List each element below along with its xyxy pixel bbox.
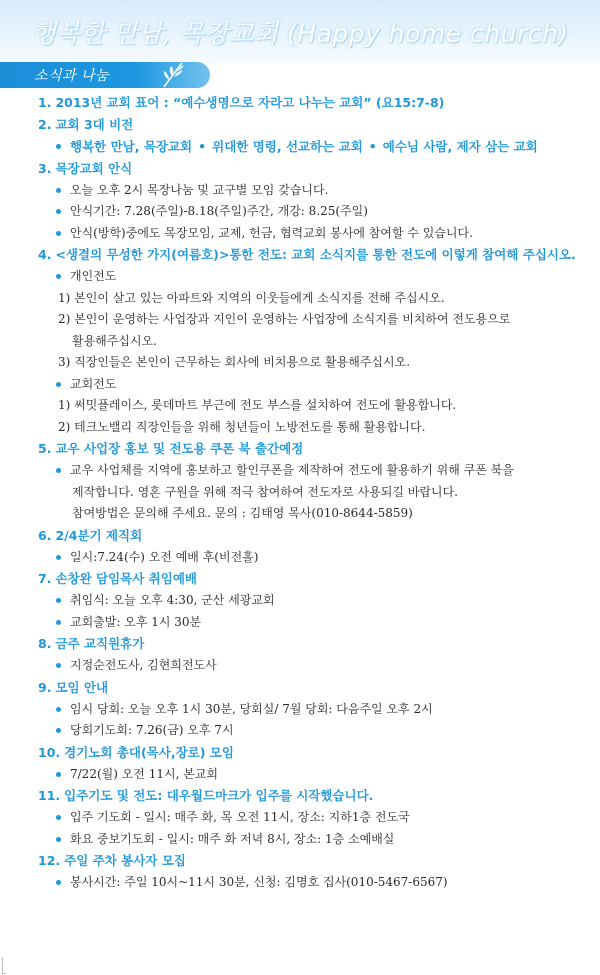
bullet-dot-icon [56,815,61,820]
bullet-dot-icon [56,144,61,149]
vision-item: 위대한 명령, 선교하는 교회 [212,139,363,154]
bullet-separator-icon: • [198,139,207,154]
list-item [0,266,600,288]
bullet-dot-icon [56,880,61,885]
bullet-dot-icon [56,188,61,193]
list-item [0,807,600,829]
list-item-text: 1) 본인이 살고 있는 아파트와 지역의 이웃들에게 소식지를 전해 주십시오. [58,290,445,305]
section-number: 9. [38,679,52,695]
vision-list [0,136,600,158]
section-heading [0,677,600,699]
news-section [0,244,600,438]
list-item-text: 안식기간: 7.28(주일)-8.18(주일)주간, 개강: 8.25(주일) [70,204,368,218]
section-heading [0,568,600,590]
section-heading [0,633,600,655]
list-item-text: 개인전도 [70,269,117,283]
list-item [0,309,600,331]
page-corner-mark [2,957,6,974]
news-section [0,92,600,114]
list-item [0,482,600,504]
bullet-dot-icon [56,837,61,842]
section-heading [0,158,600,180]
section-tab-label: 소식과 나눔 [34,68,110,84]
list-item [0,547,600,569]
section-title: 금주 교직원휴가 [55,636,145,651]
bullet-dot-icon [56,555,61,560]
bullet-dot-icon [56,598,61,603]
bullet-dot-icon [56,209,61,214]
section-title: 2/4분기 제직회 [55,527,143,543]
bullet-dot-icon [56,663,61,668]
section-title: 입주기도 및 전도: 대우월드마크가 입주를 시작했습니다. [64,788,374,803]
list-item [0,720,600,742]
list-item-text: 일시:7.24(수) 오전 예배 후(비전홀) [70,549,259,564]
list-item-text: 교회출발: 오후 1시 30분 [70,614,202,629]
news-section [0,785,600,850]
section-title: <생결의 무성한 가지(여름호)>통한 전도: 교회 소식지를 통한 전도에 이렇게 참여해 주십시오. [55,247,576,262]
section-heading [0,244,600,266]
list-item [0,331,600,353]
list-item-text: 취임식: 오늘 오후 4:30, 군산 세광교회 [70,593,275,607]
list-item [0,201,600,223]
list-item [0,764,600,786]
news-section [0,438,600,525]
section-number: 2. [38,117,52,132]
news-section [0,850,600,894]
bullet-dot-icon [56,620,61,625]
section-number: 11. [38,788,61,803]
list-item-text: 입주 기도회 - 일시: 매주 화, 목 오전 11시, 장소: 지하1층 전도국 [70,810,410,824]
vision-item: 예수님 사람, 제자 삼는 교회 [382,139,538,154]
section-heading [0,438,600,460]
section-number: 7. [38,571,52,586]
list-item-text: 3) 직장인들은 본인이 근무하는 회사에 비치용으로 활용해주십시오. [58,355,411,369]
list-item-text: 2) 테크노밸리 직장인들을 위해 청년들이 노방전도를 통해 활용합니다. [58,419,426,434]
section-title: 경기노회 총대(목사,장로) 모임 [64,744,234,760]
list-item-text: 안식(방학)중에도 목장모임, 교제, 헌금, 협력교회 봉사에 참여할 수 있습니다. [70,225,473,240]
list-item-text: 교우 사업체를 지역에 홍보하고 할인쿠폰을 제작하여 전도에 활용하기 위해 쿠폰 북을 [70,463,514,477]
section-title: 목장교회 안식 [55,160,133,176]
vision-item: 행복한 만남, 목장교회 [70,139,193,154]
news-list [0,92,600,894]
list-item [0,352,600,374]
list-item [0,395,600,417]
leaf-sprig-icon [158,60,188,90]
section-number: 1. [38,95,52,110]
section-heading [0,785,600,807]
list-item [0,503,600,525]
list-item-text: 봉사시간: 주일 10시~11시 30분, 신청: 김명호 집사(010-5467-6567) [70,875,448,889]
list-item-text: 제작합니다. 영혼 구원을 위해 적극 참여하여 전도자로 사용되길 바랍니다. [72,484,458,499]
list-item [0,374,600,396]
list-item [0,460,600,482]
list-item [0,590,600,612]
news-section [0,677,600,742]
list-item [0,699,600,721]
section-heading [0,114,600,136]
news-section [0,633,600,677]
list-item [0,612,600,634]
list-item-text: 7/22(월) 오전 11시, 본교회 [70,766,218,781]
section-number: 3. [38,160,52,176]
section-title: 모임 안내 [55,679,109,695]
section-number: 6. [38,527,52,543]
section-title: 교회 3대 비전 [55,117,134,132]
section-title: 주일 주차 봉사자 모집 [64,853,186,868]
list-item-text: 임시 당회: 오늘 오후 1시 30분, 당회실/ 7월 당회: 다음주일 오후 2시 [70,701,433,716]
section-title: 교우 사업장 홍보 및 전도용 쿠폰 북 출간예정 [55,441,304,456]
list-item-text: 2) 본인이 운영하는 사업장과 지인이 운영하는 사업장에 소식지를 비치하여 전도용으로 [58,312,511,326]
list-item-text: 활용해주십시오. [72,333,157,348]
list-item-text: 교회전도 [70,376,117,391]
list-item [0,180,600,202]
list-item-text: 참여방법은 문의해 주세요. 문의 : 김태영 목사(010-8644-5859) [72,506,413,520]
page-title: 행복한 만남, 목장교회 (Happy home church) [31,19,569,48]
bullet-dot-icon [56,382,61,387]
bullet-separator-icon: • [368,139,377,154]
bullet-dot-icon [56,772,61,777]
list-item-text: 오늘 오후 2시 목장나눔 및 교구별 모임 갖습니다. [70,182,329,197]
bullet-dot-icon [56,707,61,712]
section-title: 손창완 담임목사 취임예배 [55,571,197,586]
news-section [0,742,600,786]
list-item [0,872,600,894]
list-item-text: 지정순전도사, 김현희전도사 [70,658,217,672]
section-heading [0,92,600,114]
section-title: 2013년 교회 표어 : “예수생명으로 자라고 나누는 교회” (요15:7-8) [55,95,445,110]
section-number: 8. [38,636,52,651]
list-item-text: 화요 중보기도회 - 일시: 매주 화 저녁 8시, 장소: 1층 소예배실 [70,831,395,846]
section-heading [0,742,600,764]
section-number: 4. [38,247,52,262]
bullet-dot-icon [56,468,61,473]
list-item-text: 1) 써밋플레이스, 롯데마트 부근에 전도 부스를 설치하여 전도에 활용합니다. [58,398,457,412]
section-heading [0,525,600,547]
list-item [0,829,600,851]
list-item [0,417,600,439]
section-number: 12. [38,853,61,868]
list-item [0,223,600,245]
bullet-dot-icon [56,728,61,733]
news-section [0,525,600,569]
bullet-dot-icon [56,231,61,236]
list-item [0,655,600,677]
news-section [0,158,600,245]
list-item [0,288,600,310]
news-section [0,114,600,158]
list-item-text: 당회기도회: 7.26(금) 오후 7시 [70,723,234,737]
section-number: 5. [38,441,52,456]
bullet-dot-icon [56,274,61,279]
section-number: 10. [38,744,61,760]
news-section [0,568,600,633]
page-header [0,0,600,63]
section-heading [0,850,600,872]
